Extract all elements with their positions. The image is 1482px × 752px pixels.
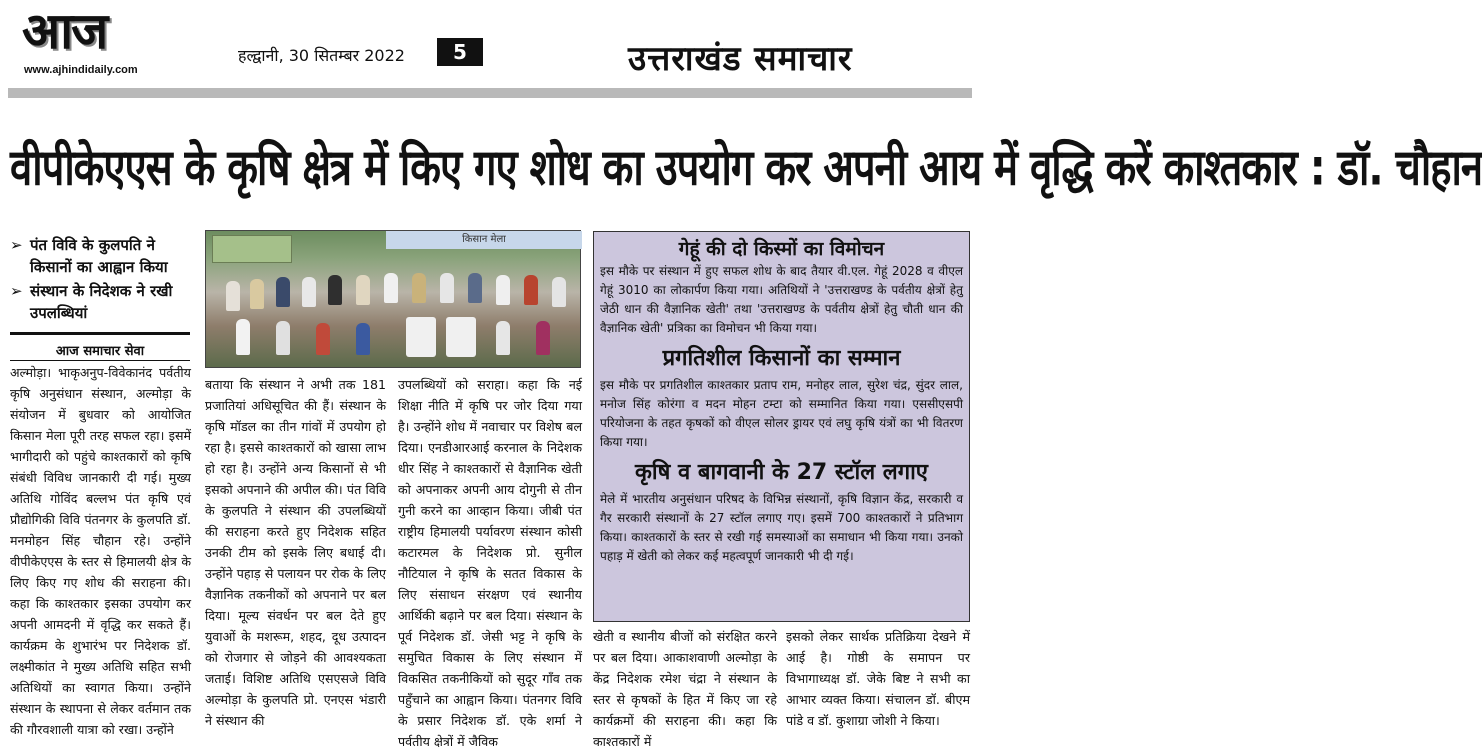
person-figure <box>302 277 316 307</box>
person-figure <box>496 321 510 355</box>
website-url: www.ajhindidaily.com <box>24 64 138 76</box>
divider <box>10 360 190 361</box>
person-figure <box>316 323 330 355</box>
column-text: बताया कि संस्थान ने अभी तक 181 प्रजातियां अधिसूचित की हैं। संस्थान के कृषि मॉडल का तीन गांवों में उपयोग हो रहा है। इससे काश्तकारों को खासा लाभ हो रहा है। उन्होंने अन्य किसानों से भी इसको अपनाने की अपील की। पंत विवि के कुलपति ने संस्थान की उपलब्धियों की सराहना करते हुए निदेशक सहित उनकी टीम को इसके लिए बधाई दी। उन्होंने पहाड़ से पलायन पर रोक के लिए वैज्ञानिक तकनीकों को अपनाने पर बल दिया। मूल्य संवर्धन पर बल देते हुए युवाओं के मशरूम, शहद, दूध उत्पादन को रोजगार से जोड़ने की आवश्यकता जताई। विशिष्ट अतिथि एसएसजे विवि अल्मोड़ा के कुलपति प्रो. एनएस भंडारी ने संस्थान की <box>205 377 386 728</box>
person-figure <box>356 323 370 355</box>
article-column-4 <box>593 626 777 749</box>
person-figure <box>276 277 290 307</box>
masthead <box>0 0 978 98</box>
person-figure <box>524 275 538 305</box>
article-column-3 <box>398 374 582 749</box>
article-column-2 <box>205 374 386 740</box>
column-text: इसको लेकर सार्थक प्रतिक्रिया देखने में आई है। गोष्ठी के समापन पर विभागाध्यक्ष डॉ. जेके बिष्ट ने सभी का आभार व्यक्त किया। संचालन डॉ. बीएम पांडे व डॉ. कुशाग्रा जोशी ने किया। <box>786 629 970 728</box>
box-text: इस मौके पर प्रगतिशील काश्तकार प्रताप राम, मनोहर लाल, सुरेश चंद्र, सुंदर लाल, मनोज सिंह कोरंगा व मदन मोहन टम्टा को सम्मानित किया गया। एससीएसपी परियोजना के तहत कृषकों को वीएल सोलर ड्रायर एवं लघु कृषि यंत्रों का भी वितरण किया गया। <box>600 378 963 449</box>
headline: वीपीकेएएस के कृषि क्षेत्र में किए गए शोध का उपयोग कर अपनी आय में वृद्धि करें काश्तकार : डॉ. चौहान <box>10 139 1482 197</box>
prize-box <box>406 317 436 357</box>
person-figure <box>536 321 550 355</box>
person-figure <box>356 275 370 305</box>
person-figure <box>468 273 482 303</box>
highlights <box>10 234 195 326</box>
person-figure <box>236 319 250 355</box>
sidebar-box <box>593 231 970 622</box>
arrow-icon: ➢ <box>10 236 23 254</box>
byline: आज समाचार सेवा <box>55 344 145 359</box>
box-text: मेले में भारतीय अनुसंधान परिषद के विभिन्न संस्थानों, कृषि विज्ञान केंद्र, सरकारी व गैर सरकारी संस्थानों के 27 स्टॉल लगाए गए। इसमें 700 काश्तकारों ने प्रतिभाग किया। काश्तकारों के स्तर से रखी गई समस्याओं का समाधान भी किया गया। उनको पहाड़ में खेती को लेकर कई महत्वपूर्ण जानकारी भी दी गई। <box>600 492 963 563</box>
prize-box <box>446 317 476 357</box>
column-text: अल्मोड़ा। भाकृअनुप-विवेकानंद पर्वतीय कृषि अनुसंधान संस्थान, अल्मोड़ा के संयोजन में बुधवार को आयोजित किसान मेला पूरी तरह सफल रहा। इसमें भागीदारी को पहुंचे काश्तकारों को कृषि संबंधी विविध जानकारी दी गई। मुख्य अतिथि गोविंद बल्लभ पंत कृषि एवं प्रौद्योगिकी विवि पंतनगर के कुलपति डॉ. मनमोहन सिंह चौहान रहे। उन्होंने वीपीकेएएस के स्तर से हिमालयी क्षेत्र के लिए किए गए शोध की सराहना की। कहा कि काश्तकार इसका उपयोग कर अपनी आमदनी में वृद्धि कर सकते हैं। कार्यक्रम के शुभारंभ पर निदेशक डॉ. लक्ष्मीकांत ने मुख्य अतिथि सहित सभी अतिथियों का स्वागत किया। उन्होंने संस्थान के स्थापना से लेकर वर्तमान तक की गौरवशाली यात्रा को रखा। उन्होंने <box>10 365 191 737</box>
person-figure <box>384 273 398 303</box>
divider <box>10 332 190 335</box>
photo-banner: किसान मेला <box>386 231 582 249</box>
person-figure <box>412 273 426 303</box>
highlight-item <box>10 234 195 278</box>
highlight-text: पंत विवि के कुलपति ने किसानों का आह्वान किया <box>30 236 168 276</box>
person-figure <box>552 277 566 307</box>
arrow-icon: ➢ <box>10 282 23 300</box>
box-heading: गेहूं की दो किस्मों का विमोचन <box>678 238 885 260</box>
section-title: उत्तराखंड समाचार <box>628 39 853 79</box>
box-heading: प्रगतिशील किसानों का सम्मान <box>662 346 901 371</box>
event-photo <box>205 230 581 368</box>
highlight-text: संस्थान के निदेशक ने रखी उपलब्धियां <box>30 282 173 322</box>
highlight-item <box>10 280 195 324</box>
column-text: खेती व स्थानीय बीजों को संरक्षित करने पर बल दिया। आकाशवाणी अल्मोड़ा के केंद्र निदेशक रमेश चंद्रा ने संस्थान के स्तर से कृषकों के हित में किए जा रहे कार्यक्रमों की सराहना की। कहा कि काश्तकारों में <box>593 629 777 749</box>
person-figure <box>440 273 454 303</box>
box-text: इस मौके पर संस्थान में हुए सफल शोध के बाद तैयार वी.एल. गेहूं 2028 व वीएल गेहूं 3010 का लोकार्पण किया गया। अतिथियों ने 'उत्तराखण्ड के पर्वतीय क्षेत्रों हेतु जेठी धान की वैज्ञानिक खेती' तथा 'उत्तराखण्ड के पर्वतीय क्षेत्रों हेतु चौती धान की वैज्ञानिक खेती' प्रत्रिका का विमोचन भी किया गया। <box>600 264 963 335</box>
person-figure <box>226 281 240 311</box>
column-text: उपलब्धियों को सराहा। कहा कि नई शिक्षा नीति में कृषि पर जोर दिया गया है। उन्होंने शोध में नवाचार पर विशेष बल दिया। एनडीआरआई करनाल के निदेशक धीर सिंह ने काश्तकारों से वैज्ञानिक खेती को अपनाकर अपनी आय दोगुनी से तीन गुनी करने का आव्हान किया। जीबी पंत राष्ट्रीय हिमालयी पर्यावरण संस्थान कोसी कटारमल के निदेशक प्रो. सुनील नौटियाल ने कृषि के सतत विकास के लिए संसाधन संरक्षण एवं स्थानीय आर्थिकी बढ़ाने पर बल दिया। संस्थान के पूर्व निदेशक डॉ. जेसी भट्ट ने कृषि के समुचित विकास के लिए संस्थान में विकसित तकनीकियों को सुदूर गाँव तक पहुँचाने का आह्वान किया। पंतनगर विवि के प्रसार निदेशक डॉ. एके शर्मा ने पर्वतीय क्षेत्रों में जैविक <box>398 377 582 749</box>
person-figure <box>328 275 342 305</box>
page-number: 5 <box>437 38 483 66</box>
newspaper-logo: आज <box>22 1 107 60</box>
person-figure <box>276 321 290 355</box>
dateline: हल्द्वानी, 30 सितम्बर 2022 <box>238 46 405 65</box>
masthead-rule <box>8 88 972 98</box>
photo-backdrop <box>212 235 292 263</box>
person-figure <box>496 275 510 305</box>
person-figure <box>250 279 264 309</box>
article-column-1 <box>10 362 191 740</box>
box-heading: कृषि व बागवानी के 27 स्टॉल लगाए <box>635 460 928 485</box>
article-column-5 <box>786 626 970 740</box>
